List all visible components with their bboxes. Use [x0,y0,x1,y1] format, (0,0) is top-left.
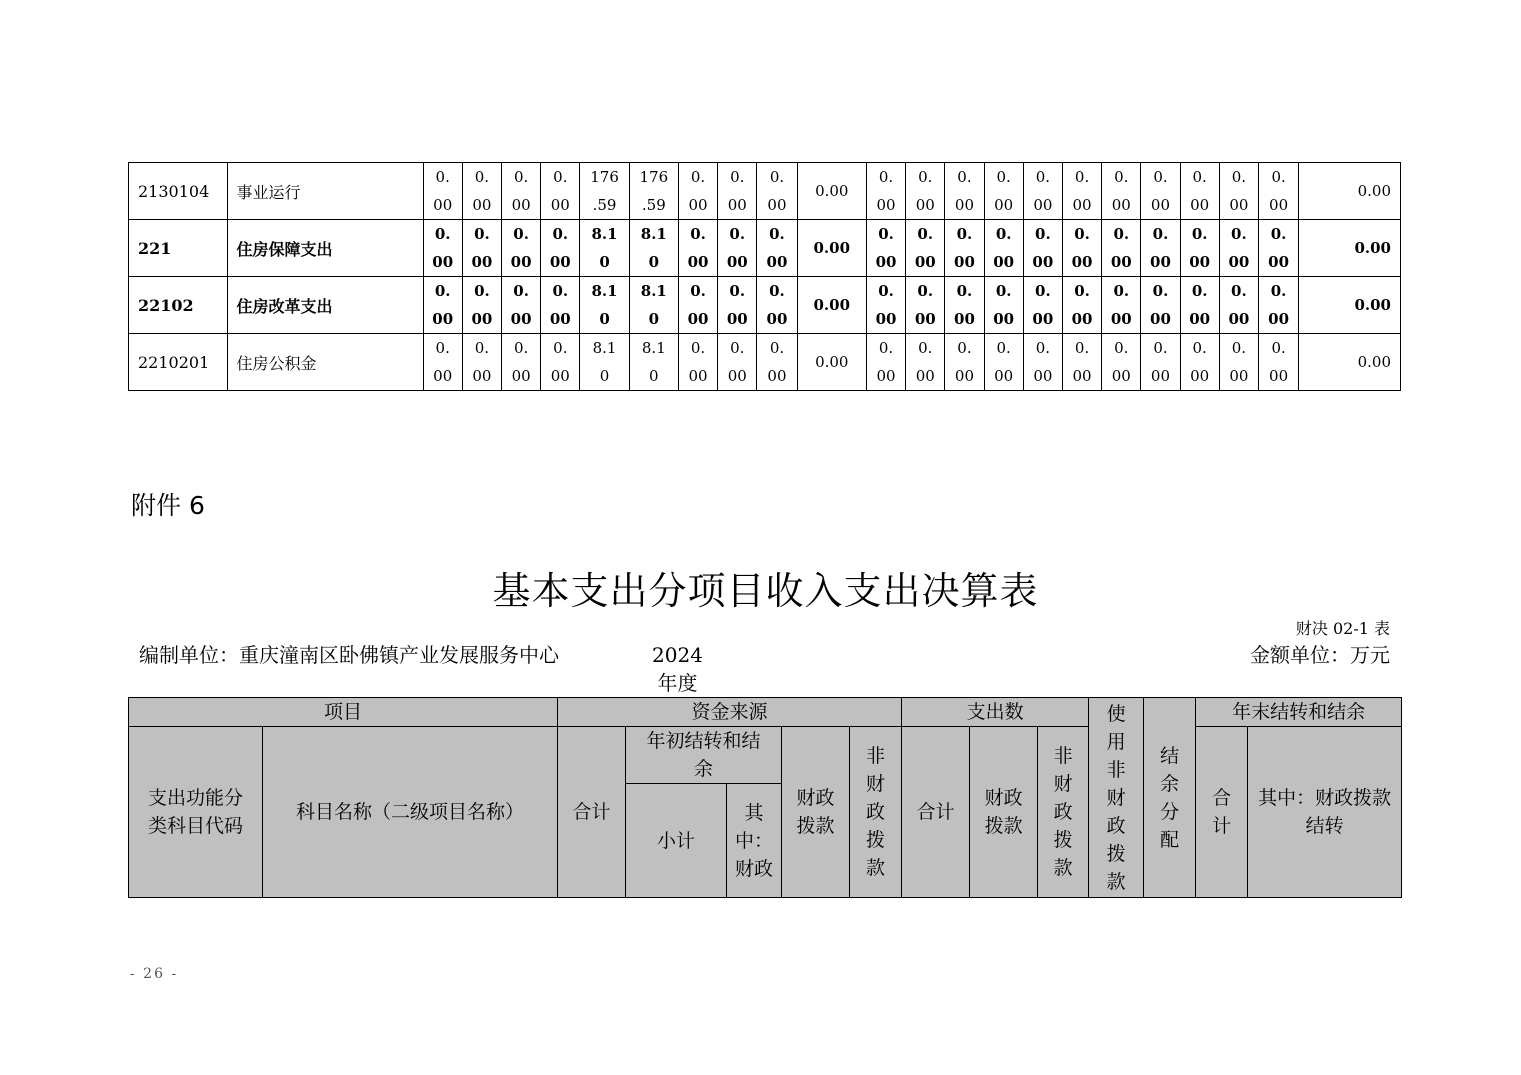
amount-part: 00 [766,253,788,271]
amount-part: 0. [690,225,706,243]
amount-part: 00 [472,196,492,214]
amount-part: 0 [599,310,610,328]
amount-cell [1023,163,1062,220]
header-fiscal-appropriation: 财政拨款 [782,727,850,898]
amount-part: 0. [1153,339,1168,357]
amount-part: 00 [993,253,1015,271]
amount-part: 0. [690,339,706,357]
amount-part: 00 [550,367,570,385]
amount-part: 00 [1072,196,1092,214]
amount-part: 00 [1229,196,1249,214]
amount-part: 0. [1270,282,1287,300]
amount-part: 0. [434,225,451,243]
amount-cell [678,220,717,277]
header-expenditure: 支出数 [902,698,1089,727]
amount-part: 0. [956,225,973,243]
amount-part: 176 [639,168,669,186]
amount-part: 00 [1110,310,1132,328]
amount-cell [423,220,462,277]
amount-cell [1023,220,1062,277]
amount-cell [1258,163,1298,220]
header-opening-balance: 年初结转和结余 [626,727,782,784]
amount-part: 0. [1074,282,1090,300]
amount-part: 0. [690,282,706,300]
amount-part: 00 [914,253,936,271]
amount-part: 8.1 [640,225,667,243]
amount-part: 0. [552,225,569,243]
header-balance-allocation: 结余分配 [1144,698,1196,898]
amount-cell [945,220,984,277]
amount-part: 0. [1231,339,1247,357]
amount-cell [541,163,580,220]
amount-part: 00 [432,310,454,328]
amount-cell [462,277,501,334]
amount-cell [945,163,984,220]
amount-part: 00 [1033,367,1053,385]
amount-cell [866,277,905,334]
amount-cell [718,277,757,334]
amount-part: 0. [917,282,934,300]
amount-part: 8.1 [591,282,618,300]
amount-cell [678,163,717,220]
page-number: - 26 - [130,966,179,982]
amount-part: .59 [592,196,617,214]
amount-part: 0. [917,225,934,243]
amount-cell: 0.00 [797,163,866,220]
amount-part: 00 [549,253,571,271]
amount-cell [1141,334,1180,391]
amount-part: 0. [690,168,706,186]
amount-part: 00 [994,367,1014,385]
amount-cell [502,334,541,391]
amount-cell [423,277,462,334]
amount-cell: 0.00 [1299,220,1401,277]
amount-part: 00 [875,253,897,271]
amount-part: 00 [875,310,897,328]
amount-part: 0. [1191,282,1208,300]
amount-part: 0. [435,168,450,186]
amount-cell [757,277,797,334]
amount-part: 00 [1150,310,1171,328]
amount-part: 0. [552,282,569,300]
amount-cell [1023,334,1062,391]
amount-cell [906,163,945,220]
amount-part: 00 [727,367,747,385]
amount-part: 00 [1071,310,1093,328]
amount-cell [580,277,629,334]
amount-part: 0. [513,282,529,300]
amount-part: 0. [553,339,568,357]
amount-part: 00 [1111,367,1131,385]
amount-cell [580,163,629,220]
amount-cell [718,334,757,391]
amount-cell [866,163,905,220]
amount-part: 0. [1114,339,1129,357]
amount-part: 00 [767,196,787,214]
amount-part: 0. [878,225,894,243]
amount-cell [906,220,945,277]
amount-cell [984,220,1023,277]
amount-part: 00 [433,196,453,214]
amount-cell [718,163,757,220]
amount-part: 0. [769,339,785,357]
document-title: 基本支出分项目收入支出决算表 [492,569,1039,613]
amount-cell [1258,220,1298,277]
header-funding-source: 资金来源 [558,698,902,727]
amount-part: 00 [1268,253,1290,271]
amount-part: 00 [994,196,1014,214]
amount-cell [984,334,1023,391]
amount-part: 00 [432,253,454,271]
amount-part: 00 [954,196,974,214]
amount-cell [1219,163,1258,220]
amount-part: 0. [1192,339,1207,357]
amount-part: 0 [649,367,659,385]
amount-cell: 0.00 [1299,334,1401,391]
attachment-label: 附件 6 [131,491,205,520]
amount-part: 0. [729,225,746,243]
amount-part: 00 [1071,253,1093,271]
amount-cell [866,220,905,277]
amount-part: 0. [1113,282,1130,300]
amount-part: 00 [1269,367,1289,385]
amount-cell [1062,334,1101,391]
amount-part: 0. [474,168,490,186]
amount-part: 00 [687,253,709,271]
amount-part: 0. [435,339,450,357]
amount-cell [629,334,678,391]
amount-cell [1180,334,1219,391]
amount-cell [580,220,629,277]
amount-part: 0. [1270,225,1287,243]
amount-part: 0. [1271,339,1286,357]
amount-part: 0 [648,253,660,271]
amount-cell [1258,277,1298,334]
amount-cell [757,163,797,220]
table-row [129,277,1401,334]
amount-cell [678,334,717,391]
amount-part: 0. [1153,168,1168,186]
amount-part: 00 [471,310,493,328]
header-subtotal: 小计 [626,784,727,898]
amount-unit: 金额单位：万元 [1250,643,1390,667]
amount-part: 0. [513,168,529,186]
amount-part: 8.1 [592,339,617,357]
amount-part: 00 [915,196,935,214]
amount-cell: 0.00 [1299,163,1401,220]
amount-cell [984,277,1023,334]
amount-part: 0. [1231,168,1247,186]
amount-part: 0. [1035,225,1051,243]
amount-part: 0. [995,282,1012,300]
amount-part: 00 [1072,367,1092,385]
amount-part: 0. [918,339,933,357]
amount-part: 00 [1190,196,1210,214]
table-row [129,163,1401,220]
amount-cell [629,163,678,220]
amount-cell [1062,163,1101,220]
amount-part: 0. [1152,282,1169,300]
amount-part: 0. [878,339,894,357]
amount-part: 00 [876,367,896,385]
row-code: 2130104 [129,163,228,220]
amount-part: 00 [550,196,570,214]
amount-cell [502,220,541,277]
amount-part: 0. [730,168,745,186]
amount-cell [423,163,462,220]
amount-part: 8.1 [591,225,618,243]
amount-part: 00 [1228,253,1250,271]
amount-part: 0 [599,253,610,271]
amount-part: 0. [769,282,785,300]
header-use-non-fiscal: 使用非财政拨款 [1089,698,1144,898]
amount-part: 00 [1150,196,1171,214]
amount-part: 00 [767,367,787,385]
amount-part: 00 [1268,310,1290,328]
row-name: 住房保障支出 [227,220,423,277]
amount-part: 00 [1032,253,1054,271]
form-number: 财决 02-1 表 [1295,619,1390,638]
amount-cell [1219,220,1258,277]
amount-part: 0 [599,367,610,385]
amount-part: 0. [878,168,894,186]
header-ye-fiscal-carry: 其中：财政拨款结转 [1248,727,1402,898]
amount-part: 8.1 [640,282,667,300]
header-exp-non-fiscal: 非财政拨款 [1038,727,1089,898]
amount-part: 0. [730,339,745,357]
header-exp-fiscal: 财政拨款 [970,727,1038,898]
amount-part: 0. [996,339,1011,357]
header-func-code: 支出功能分类科目代码 [129,727,263,898]
amount-part: 00 [1150,253,1171,271]
amount-cell [541,277,580,334]
amount-cell [906,334,945,391]
amount-part: 0. [474,225,490,243]
header-subject-name: 科目名称（二级项目名称） [263,727,558,898]
amount-part: 00 [726,253,748,271]
header-project: 项目 [129,698,558,727]
amount-cell [866,334,905,391]
amount-part: 0. [769,168,785,186]
amount-cell: 0.00 [797,334,866,391]
amount-part: 00 [1269,196,1289,214]
amount-part: 0. [878,282,894,300]
amount-cell [462,334,501,391]
amount-part: 0. [1113,225,1130,243]
amount-part: 0. [1035,168,1051,186]
amount-cell [757,220,797,277]
amount-part: 0. [1231,225,1247,243]
amount-cell [1102,334,1141,391]
amount-part: 00 [1150,367,1171,385]
amount-cell: 0.00 [797,277,866,334]
header-table [128,697,1402,898]
report-year: 2024 年度 [652,643,703,695]
amount-part: 0. [474,282,490,300]
amount-cell [629,220,678,277]
amount-cell [462,220,501,277]
amount-cell [1141,220,1180,277]
amount-part: 00 [549,310,571,328]
amount-part: 00 [954,367,974,385]
amount-cell [1219,277,1258,334]
amount-cell [678,277,717,334]
amount-part: 00 [727,196,747,214]
amount-cell [757,334,797,391]
amount-cell [1258,334,1298,391]
header-exp-total: 合计 [902,727,970,898]
row-code: 221 [129,220,228,277]
amount-cell [906,277,945,334]
amount-part: 00 [1033,196,1053,214]
amount-part: 8.1 [641,339,666,357]
amount-part: 0. [1074,168,1090,186]
amount-part: 0. [769,225,785,243]
amount-cell: 0.00 [797,220,866,277]
amount-part: 0. [1192,168,1207,186]
amount-part: 0. [553,168,568,186]
amount-cell [1180,163,1219,220]
amount-cell [502,277,541,334]
amount-cell [1102,220,1141,277]
amount-part: 0. [918,168,933,186]
amount-cell [629,277,678,334]
amount-cell [718,220,757,277]
amount-part: 0. [996,168,1011,186]
amount-cell [945,277,984,334]
amount-part: 0. [1191,225,1208,243]
amount-part: 00 [726,310,748,328]
amount-part: 0. [1152,225,1169,243]
header-ye-total: 合计 [1196,727,1248,898]
amount-part: 0. [513,225,529,243]
amount-part: 00 [1111,196,1131,214]
header-total: 合计 [558,727,626,898]
amount-cell [502,163,541,220]
amount-part: 00 [687,310,709,328]
amount-cell: 0.00 [1299,277,1401,334]
amount-part: 00 [688,367,708,385]
amount-part: 00 [510,253,532,271]
amount-cell [945,334,984,391]
continuation-table [128,162,1401,391]
amount-part: 00 [1190,367,1210,385]
amount-part: 00 [1189,253,1211,271]
amount-part: 0. [957,168,972,186]
amount-part: 00 [766,310,788,328]
amount-cell [1062,220,1101,277]
amount-cell [1219,334,1258,391]
amount-cell [541,334,580,391]
amount-part: 0. [957,339,972,357]
amount-cell [580,334,629,391]
amount-cell [462,163,501,220]
amount-part: 00 [954,310,975,328]
amount-part: 00 [993,310,1015,328]
amount-cell [1141,163,1180,220]
header-of-which-fiscal: 其中：财政 [727,784,782,898]
amount-part: 0. [434,282,451,300]
amount-part: 00 [511,196,531,214]
row-code: 2210201 [129,334,228,391]
row-name: 住房公积金 [227,334,423,391]
header-non-fiscal-appropriation: 非财政拨款 [850,727,902,898]
amount-part: 00 [954,253,975,271]
amount-part: 00 [433,367,453,385]
amount-part: 00 [915,367,935,385]
amount-part: 0. [1035,339,1051,357]
header-year-end: 年末结转和结余 [1196,698,1402,727]
table-row [129,220,1401,277]
amount-part: .59 [641,196,666,214]
amount-part: 0. [729,282,746,300]
amount-part: 0 [648,310,660,328]
amount-part: 00 [1229,367,1249,385]
amount-part: 00 [511,367,531,385]
amount-cell [423,334,462,391]
amount-cell [541,220,580,277]
amount-cell [1180,220,1219,277]
row-name: 事业运行 [227,163,423,220]
amount-part: 0. [1074,225,1090,243]
amount-part: 00 [688,196,708,214]
amount-part: 0. [1271,168,1286,186]
amount-part: 0. [1114,168,1129,186]
row-code: 22102 [129,277,228,334]
amount-cell [1141,277,1180,334]
amount-part: 00 [472,367,492,385]
amount-part: 00 [876,196,896,214]
amount-cell [1102,277,1141,334]
amount-part: 0. [513,339,529,357]
amount-part: 0. [1231,282,1247,300]
amount-part: 00 [1032,310,1054,328]
amount-part: 0. [956,282,973,300]
amount-part: 0. [1035,282,1051,300]
amount-cell [1180,277,1219,334]
amount-part: 0. [1074,339,1090,357]
amount-part: 00 [1189,310,1211,328]
amount-part: 0. [474,339,490,357]
table-row [129,334,1401,391]
amount-cell [1102,163,1141,220]
amount-part: 176 [590,168,619,186]
amount-part: 00 [1110,253,1132,271]
amount-cell [1023,277,1062,334]
amount-cell [984,163,1023,220]
amount-part: 00 [510,310,532,328]
row-name: 住房改革支出 [227,277,423,334]
amount-part: 0. [995,225,1012,243]
amount-part: 00 [471,253,493,271]
amount-part: 00 [1228,310,1250,328]
amount-cell [1062,277,1101,334]
compiling-unit: 编制单位：重庆潼南区卧佛镇产业发展服务中心 [139,643,559,667]
amount-part: 00 [914,310,936,328]
